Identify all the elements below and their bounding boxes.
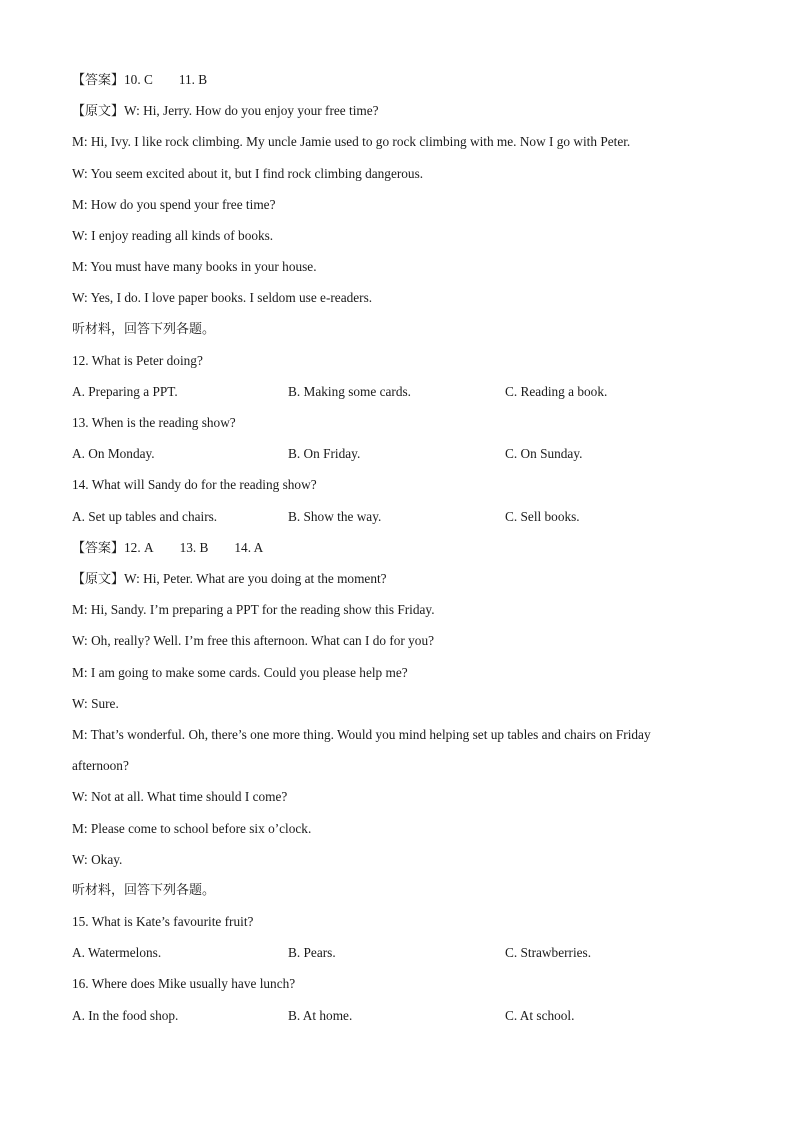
option-c: C. At school. bbox=[505, 1007, 575, 1023]
option-a: A. In the food shop. bbox=[72, 1007, 179, 1023]
option-c: C. Sell books. bbox=[505, 508, 580, 524]
transcript-line: W: Oh, really? Well. I’m free this afternoon. What can I do for you? bbox=[72, 633, 434, 649]
transcript-label: 【原文】 bbox=[72, 572, 125, 587]
transcript-line: M: Hi, Ivy. I like rock climbing. My uncle Jamie used to go rock climbing with me. Now I go with Peter. bbox=[72, 134, 631, 150]
answer-item: 12. A bbox=[124, 539, 154, 555]
option-b: B. Show the way. bbox=[288, 508, 382, 524]
transcript-line: W: Sure. bbox=[72, 695, 119, 711]
question-options bbox=[72, 937, 712, 968]
answer-item: 13. B bbox=[179, 539, 209, 555]
section-instruction: 听材料，回答下列各题。 bbox=[72, 321, 216, 337]
option-a: A. Set up tables and chairs. bbox=[72, 508, 218, 524]
option-b: B. On Friday. bbox=[288, 446, 361, 462]
transcript-line: W: I enjoy reading all kinds of books. bbox=[72, 227, 274, 243]
transcript-line: W: Okay. bbox=[72, 851, 123, 867]
question-stem: 14. What will Sandy do for the reading show? bbox=[72, 477, 317, 493]
transcript-text: W: Hi, Peter. What are you doing at the moment? bbox=[124, 571, 387, 586]
answer-line-1 bbox=[72, 64, 712, 95]
transcript-label: 【原文】 bbox=[72, 104, 125, 120]
answer-label: 【答案】 bbox=[72, 540, 125, 556]
option-a: A. Preparing a PPT. bbox=[72, 383, 178, 399]
transcript-line: M: You must have many books in your house. bbox=[72, 259, 317, 275]
question-options bbox=[72, 501, 712, 532]
option-b: B. At home. bbox=[288, 1007, 353, 1023]
answer-item: 14. A bbox=[234, 539, 264, 555]
option-b: B. Making some cards. bbox=[288, 383, 411, 399]
option-c: C. Strawberries. bbox=[505, 945, 592, 961]
transcript-line: M: I am going to make some cards. Could you please help me? bbox=[72, 664, 408, 680]
transcript-line: M: Please come to school before six o’clock. bbox=[72, 820, 312, 836]
transcript-line: W: You seem excited about it, but I find rock climbing dangerous. bbox=[72, 165, 424, 181]
question-stem: 12. What is Peter doing? bbox=[72, 352, 203, 368]
transcript-line: W: Not at all. What time should I come? bbox=[72, 789, 288, 805]
question-stem: 16. Where does Mike usually have lunch? bbox=[72, 976, 296, 992]
answer-item: 10. C bbox=[124, 72, 153, 87]
transcript-line: M: How do you spend your free time? bbox=[72, 196, 276, 212]
option-c: C. On Sunday. bbox=[505, 446, 583, 462]
transcript-text: W: Hi, Jerry. How do you enjoy your free time? bbox=[124, 103, 379, 119]
question-options bbox=[72, 438, 712, 469]
section-instruction: 听材料，回答下列各题。 bbox=[72, 882, 216, 898]
transcript-line bbox=[72, 95, 712, 126]
answer-label: 【答案】 bbox=[72, 73, 125, 88]
option-c: C. Reading a book. bbox=[505, 383, 608, 399]
answer-line-2 bbox=[72, 532, 712, 563]
question-options bbox=[72, 376, 712, 407]
option-a: A. Watermelons. bbox=[72, 945, 162, 961]
transcript-line: M: Hi, Sandy. I’m preparing a PPT for the reading show this Friday. bbox=[72, 602, 435, 618]
document-content bbox=[72, 64, 712, 1031]
transcript-line bbox=[72, 563, 712, 594]
transcript-line: W: Yes, I do. I love paper books. I seldom use e-readers. bbox=[72, 290, 373, 306]
question-stem: 15. What is Kate’s favourite fruit? bbox=[72, 914, 254, 930]
answer-item: 11. B bbox=[178, 72, 208, 87]
transcript-line: afternoon? bbox=[72, 758, 129, 774]
option-a: A. On Monday. bbox=[72, 446, 155, 462]
option-b: B. Pears. bbox=[288, 945, 336, 961]
question-options bbox=[72, 1000, 712, 1031]
transcript-line: M: That’s wonderful. Oh, there’s one more thing. Would you mind helping set up tables and chairs on Friday bbox=[72, 726, 651, 742]
question-stem: 13. When is the reading show? bbox=[72, 415, 236, 431]
